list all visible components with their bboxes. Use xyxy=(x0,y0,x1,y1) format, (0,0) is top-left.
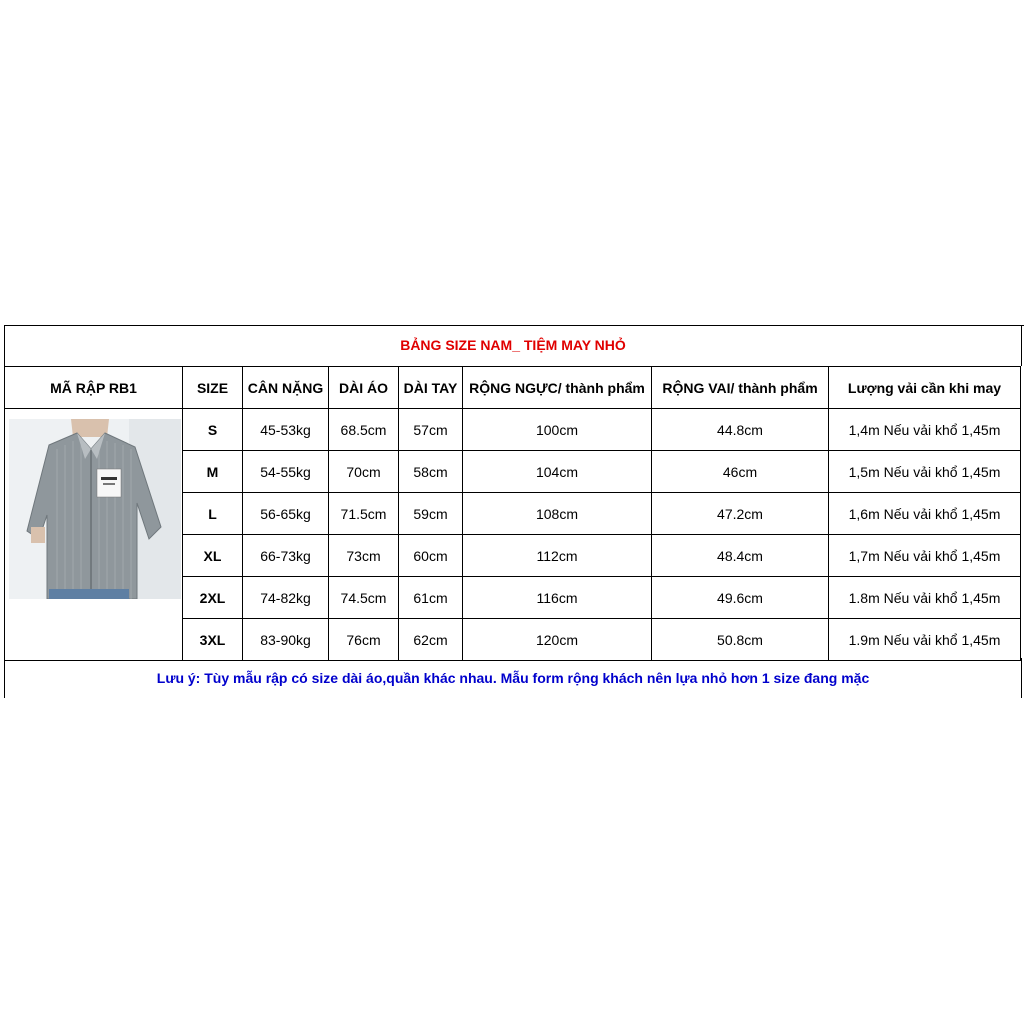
cell-chest-width: 104cm xyxy=(463,451,652,493)
cell-chest-width: 120cm xyxy=(463,619,652,661)
header-shoulder-width: RỘNG VAI/ thành phẩm xyxy=(652,367,829,409)
note-text: Lưu ý: Tùy mẫu rập có size dài áo,quần khác nhau. Mẫu form rộng khách nên lựa nhỏ hơn 1 size đang mặc xyxy=(156,670,870,686)
cell-chest-width: 100cm xyxy=(463,409,652,451)
cell-shirt-length: 73cm xyxy=(329,535,399,577)
table-row xyxy=(5,619,1021,661)
size-table xyxy=(4,366,1021,661)
cell-shoulder-width: 49.6cm xyxy=(652,577,829,619)
cell-shoulder-width: 48.4cm xyxy=(652,535,829,577)
cell-fabric-needed: 1,6m Nếu vải khổ 1,45m xyxy=(829,493,1021,535)
cell-shirt-length: 70cm xyxy=(329,451,399,493)
cell-fabric-needed: 1,4m Nếu vải khổ 1,45m xyxy=(829,409,1021,451)
cell-weight: 83-90kg xyxy=(243,619,329,661)
cell-shirt-length: 68.5cm xyxy=(329,409,399,451)
cell-shoulder-width: 47.2cm xyxy=(652,493,829,535)
size-chart xyxy=(0,325,1024,698)
cell-size: M xyxy=(183,451,243,493)
cell-shoulder-width: 50.8cm xyxy=(652,619,829,661)
cell-fabric-needed: 1.9m Nếu vải khổ 1,45m xyxy=(829,619,1021,661)
cell-sleeve-length: 58cm xyxy=(399,451,463,493)
cell-shoulder-width: 46cm xyxy=(652,451,829,493)
cell-fabric-needed: 1,5m Nếu vải khổ 1,45m xyxy=(829,451,1021,493)
header-fabric-needed: Lượng vải cần khi may xyxy=(829,367,1021,409)
shirt-model-image xyxy=(9,419,181,599)
cell-size: 2XL xyxy=(183,577,243,619)
cell-size: 3XL xyxy=(183,619,243,661)
cell-shirt-length: 71.5cm xyxy=(329,493,399,535)
cell-chest-width: 108cm xyxy=(463,493,652,535)
cell-sleeve-length: 59cm xyxy=(399,493,463,535)
cell-size: L xyxy=(183,493,243,535)
product-photo-cell xyxy=(5,409,183,619)
cell-weight: 66-73kg xyxy=(243,535,329,577)
note-row xyxy=(4,658,1022,698)
cell-sleeve-length: 61cm xyxy=(399,577,463,619)
chart-title: BẢNG SIZE NAM_ TIỆM MAY NHỎ xyxy=(400,337,626,353)
cell-sleeve-length: 62cm xyxy=(399,619,463,661)
cell-sleeve-length: 60cm xyxy=(399,535,463,577)
cell-size: S xyxy=(183,409,243,451)
header-size: SIZE xyxy=(183,367,243,409)
cell-sleeve-length: 57cm xyxy=(399,409,463,451)
cell-weight: 74-82kg xyxy=(243,577,329,619)
header-weight: CÂN NẶNG xyxy=(243,367,329,409)
header-chest-width: RỘNG NGỰC/ thành phẩm xyxy=(463,367,652,409)
cell-fabric-needed: 1,7m Nếu vải khổ 1,45m xyxy=(829,535,1021,577)
header-sleeve-length: DÀI TAY xyxy=(399,367,463,409)
cell-shirt-length: 76cm xyxy=(329,619,399,661)
title-row xyxy=(4,325,1022,366)
cell-chest-width: 116cm xyxy=(463,577,652,619)
cell-weight: 56-65kg xyxy=(243,493,329,535)
cell-size: XL xyxy=(183,535,243,577)
table-row xyxy=(5,409,1021,451)
cell-shirt-length: 74.5cm xyxy=(329,577,399,619)
cell-weight: 54-55kg xyxy=(243,451,329,493)
empty-photo-cell xyxy=(5,619,183,661)
cell-chest-width: 112cm xyxy=(463,535,652,577)
product-photo xyxy=(9,419,181,599)
header-shirt-length: DÀI ÁO xyxy=(329,367,399,409)
header-pattern-code: MÃ RẬP RB1 xyxy=(5,367,183,409)
cell-weight: 45-53kg xyxy=(243,409,329,451)
header-row xyxy=(5,367,1021,409)
cell-shoulder-width: 44.8cm xyxy=(652,409,829,451)
cell-fabric-needed: 1.8m Nếu vải khổ 1,45m xyxy=(829,577,1021,619)
